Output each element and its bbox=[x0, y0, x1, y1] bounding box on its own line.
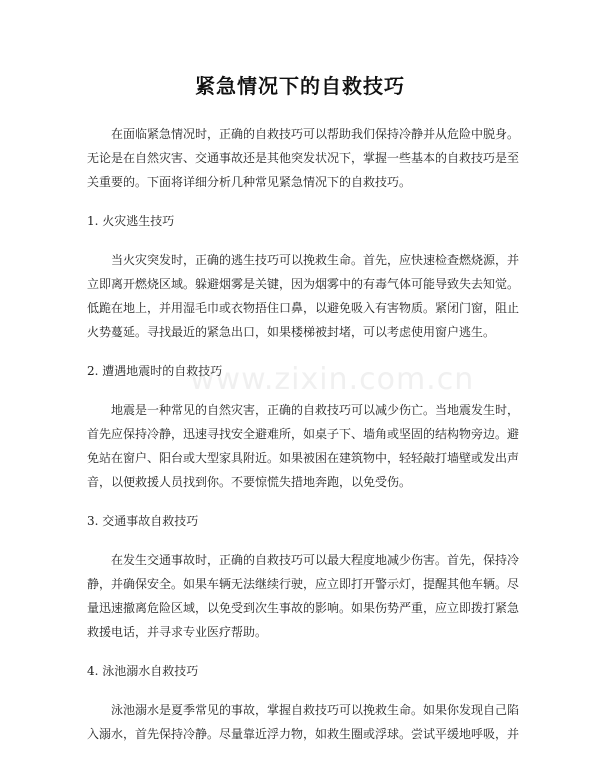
section-heading-drowning: 4. 泳池溺水自救技巧 bbox=[87, 664, 199, 678]
section-body-drowning: 泳池溺水是夏季常见的事故，掌握自救技巧可以挽救生命。如果你发现自己陷入溺水，首先保持冷静。尽量靠近浮力物，如救生圈或浮球。尝试平缓地呼吸，并 bbox=[87, 703, 520, 741]
section-body-traffic: 在发生交通事故时，正确的自救技巧可以最大程度地减少伤害。首先，保持冷静，并确保安全。如果车辆无法继续行驶，应立即打开警示灯，提醒其他车辆。尽量迅速撤离危险区域，以免受到次生事故的影响。如果伤势严重，应立即拨打紧急救援电话，并寻求专业医疗帮助。 bbox=[87, 553, 520, 639]
intro-paragraph: 在面临紧急情况时，正确的自救技巧可以帮助我们保持冷静并从危险中脱身。无论是在自然灾害、交通事故还是其他突发状况下，掌握一些基本的自救技巧是至关重要的。下面将详细分析几种常见紧急情况下的自救技巧。 bbox=[87, 127, 520, 189]
section-heading-fire: 1. 火灾逃生技巧 bbox=[87, 214, 175, 228]
document-body bbox=[87, 122, 519, 761]
section-body-earthquake: 地震是一种常见的自然灾害，正确的自救技巧可以减少伤亡。当地震发生时，首先应保持冷静，迅速寻找安全避难所，如桌子下、墙角或坚固的结构物旁边。避免站在窗户、阳台或大型家具附近。如果被困在建筑物中，轻轻敲打墙壁或发出声音，以便救援人员找到你。不要惊慌失措地奔跑，以免受伤。 bbox=[87, 403, 520, 489]
section-heading-earthquake: 2. 遭遇地震时的自救技巧 bbox=[87, 364, 223, 378]
page-title: 紧急情况下的自救技巧 bbox=[195, 74, 405, 98]
section-body-fire: 当火灾突发时，正确的逃生技巧可以挽救生命。首先，应快速检查燃烧源，并立即离开燃烧区域。躲避烟雾是关键，因为烟雾中的有毒气体可能导致失去知觉。低跪在地上，并用湿毛巾或衣物捂住口鼻，以避免吸入有害物质。紧闭门窗，阻止火势蔓延。寻找最近的紧急出口，如果楼梯被封堵，可以考虑使用窗户逃生。 bbox=[87, 253, 520, 339]
section-heading-traffic: 3. 交通事故自救技巧 bbox=[87, 514, 199, 528]
watermark-text: www.zixin.com.cn bbox=[190, 362, 475, 397]
